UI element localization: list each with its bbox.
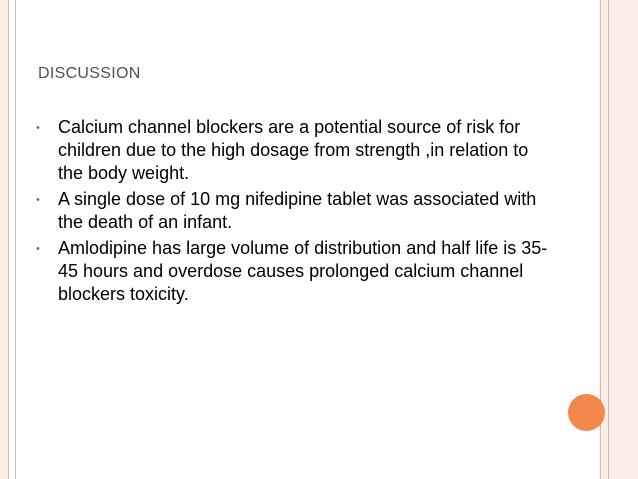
right-border-line-outer xyxy=(608,0,609,479)
slide-title: DISCUSSION xyxy=(38,65,141,82)
bullet-item xyxy=(36,116,556,185)
bullet-item xyxy=(36,188,556,234)
bullet-text: Calcium channel blockers are a potential source of risk for children due to the high dosage from strength ,in relation to the body weight. xyxy=(58,117,529,183)
bullet-item xyxy=(36,237,556,306)
bullet-text: A single dose of 10 mg nifedipine tablet was associated with the death of an infant. xyxy=(58,189,537,232)
bullet-marker: • xyxy=(36,194,40,206)
left-border-line-outer xyxy=(8,0,9,479)
bullet-marker: • xyxy=(36,122,40,134)
bullet-text: Amlodipine has large volume of distribution and half life is 35-45 hours and overdose causes prolonged calcium channel blockers toxicity. xyxy=(58,238,548,304)
bullet-list xyxy=(36,116,556,309)
left-border-line-inner xyxy=(15,0,16,479)
decorative-orange-circle xyxy=(568,394,605,431)
bullet-marker: • xyxy=(36,243,40,255)
